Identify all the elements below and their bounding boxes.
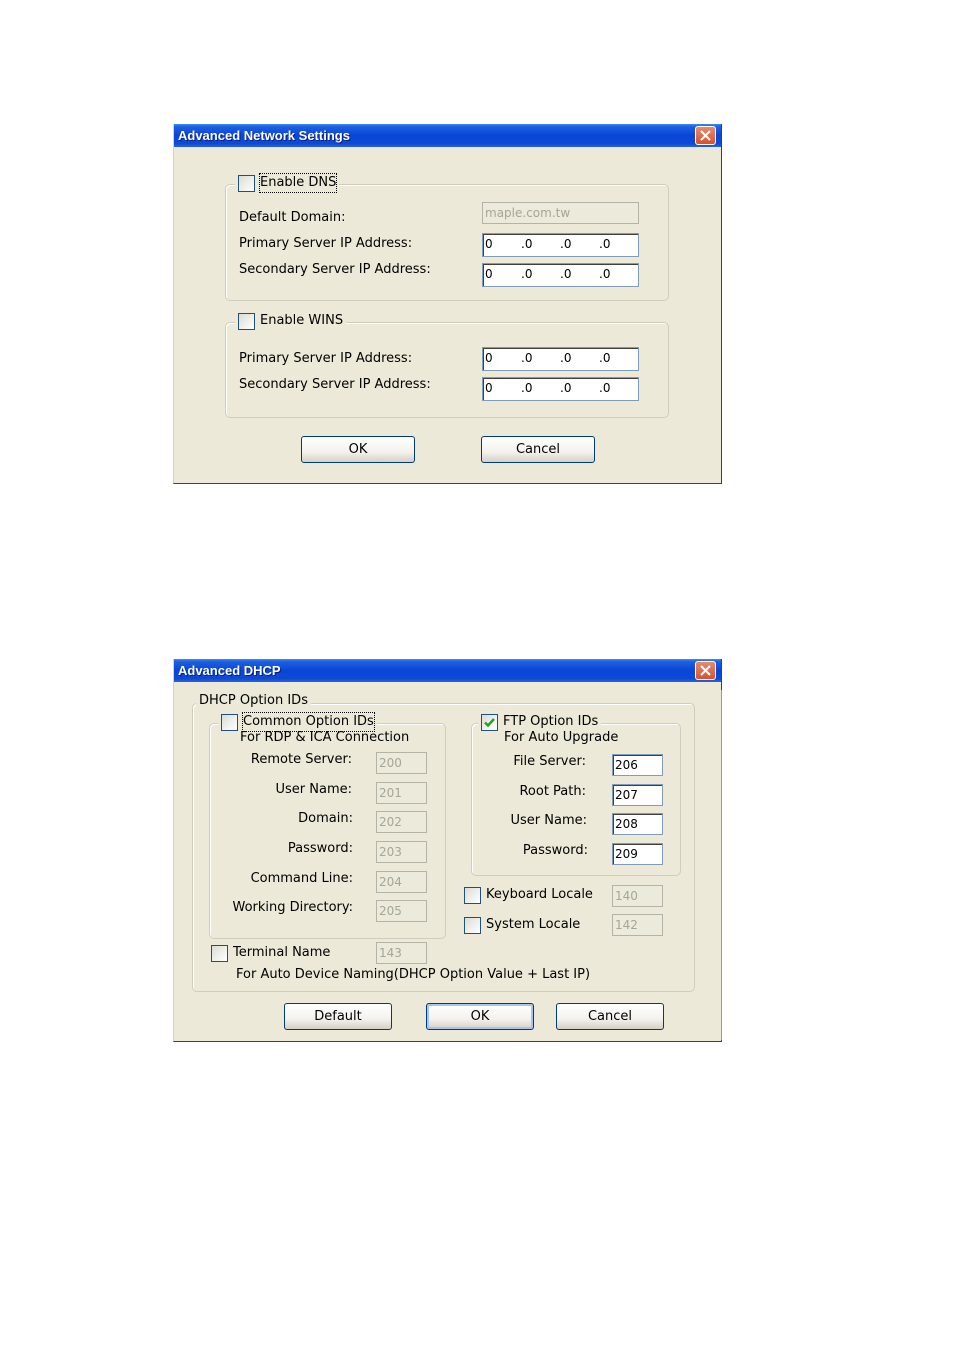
password-label: Password:: [287, 841, 353, 856]
ftp-option-ids-subtitle: For Auto Upgrade: [504, 730, 619, 745]
common-option-ids-subtitle: For RDP & ICA Connection: [240, 730, 410, 745]
advanced-network-settings-dialog: [173, 124, 722, 484]
checkmark-icon: [483, 716, 496, 729]
title-bar[interactable]: [174, 124, 721, 147]
ftp-option-ids-checkbox[interactable]: [481, 714, 498, 731]
close-button[interactable]: [695, 661, 716, 680]
default-domain-label: Default Domain:: [239, 210, 346, 225]
ok-button[interactable]: OK: [426, 1003, 534, 1030]
advanced-dhcp-dialog: [173, 659, 722, 1042]
enable-wins-checkbox[interactable]: [238, 313, 255, 330]
dhcp-option-ids-title: DHCP Option IDs: [196, 692, 311, 710]
wins-secondary-label: Secondary Server IP Address:: [239, 377, 431, 392]
file-server-input[interactable]: 206: [612, 754, 663, 776]
ftp-option-ids-label: FTP Option IDs: [503, 714, 599, 729]
enable-dns-label: Enable DNS: [260, 175, 337, 190]
dns-secondary-ip-input[interactable]: 0 .0 .0 .0: [482, 263, 639, 287]
system-locale-label: System Locale: [486, 917, 581, 932]
wins-primary-ip-input[interactable]: 0 .0 .0 .0: [482, 347, 639, 371]
working-directory-input: 205: [376, 900, 427, 922]
system-locale-checkbox-row[interactable]: [461, 916, 583, 934]
keyboard-locale-input: 140: [612, 885, 663, 907]
terminal-name-checkbox-row[interactable]: [208, 944, 333, 962]
default-domain-input: maple.com.tw: [482, 202, 639, 224]
close-button[interactable]: [695, 126, 716, 145]
ftp-user-name-label: User Name:: [510, 813, 587, 828]
domain-input: 202: [376, 811, 427, 833]
root-path-label: Root Path:: [519, 784, 586, 799]
file-server-label: File Server:: [513, 754, 586, 769]
command-line-input: 204: [376, 871, 427, 893]
enable-wins-label: Enable WINS: [260, 313, 344, 328]
cancel-button[interactable]: Cancel: [556, 1003, 664, 1030]
dns-primary-ip-input[interactable]: 0 .0 .0 .0: [482, 233, 639, 257]
domain-label: Domain:: [298, 811, 353, 826]
dns-primary-label: Primary Server IP Address:: [239, 236, 413, 251]
command-line-label: Command Line:: [250, 871, 353, 886]
wins-primary-label: Primary Server IP Address:: [239, 351, 413, 366]
terminal-name-checkbox[interactable]: [211, 945, 228, 962]
common-option-ids-checkbox[interactable]: [221, 714, 238, 731]
ftp-password-input[interactable]: 209: [612, 843, 663, 865]
window-edge-line: [721, 690, 722, 1040]
system-locale-checkbox[interactable]: [464, 917, 481, 934]
dialog-title: Advanced DHCP: [178, 663, 281, 678]
keyboard-locale-checkbox-row[interactable]: [461, 886, 596, 904]
default-button[interactable]: Default: [284, 1003, 392, 1030]
dialog-title: Advanced Network Settings: [178, 128, 350, 143]
terminal-name-note: For Auto Device Naming(DHCP Option Value + Last IP): [236, 967, 591, 982]
title-bar[interactable]: [174, 659, 721, 682]
close-icon: [700, 130, 711, 141]
enable-dns-checkbox-row[interactable]: [235, 174, 339, 192]
terminal-name-label: Terminal Name: [233, 945, 331, 960]
cancel-button[interactable]: Cancel: [481, 436, 595, 463]
remote-server-label: Remote Server:: [250, 752, 352, 767]
ok-button[interactable]: OK: [301, 436, 415, 463]
working-directory-label: Working Directory:: [232, 900, 353, 915]
wins-secondary-ip-input[interactable]: 0 .0 .0 .0: [482, 377, 639, 401]
close-icon: [700, 665, 711, 676]
user-name-input: 201: [376, 782, 427, 804]
terminal-name-input: 143: [376, 942, 427, 964]
enable-dns-checkbox[interactable]: [238, 175, 255, 192]
common-option-ids-label: Common Option IDs: [243, 714, 374, 729]
keyboard-locale-label: Keyboard Locale: [486, 887, 593, 902]
enable-wins-checkbox-row[interactable]: [235, 312, 346, 330]
ftp-password-label: Password:: [522, 843, 588, 858]
system-locale-input: 142: [612, 914, 663, 936]
root-path-input[interactable]: 207: [612, 784, 663, 806]
ftp-user-name-input[interactable]: 208: [612, 813, 663, 835]
password-input: 203: [376, 841, 427, 863]
keyboard-locale-checkbox[interactable]: [464, 887, 481, 904]
dns-secondary-label: Secondary Server IP Address:: [239, 262, 431, 277]
user-name-label: User Name:: [275, 782, 352, 797]
remote-server-input: 200: [376, 752, 427, 774]
